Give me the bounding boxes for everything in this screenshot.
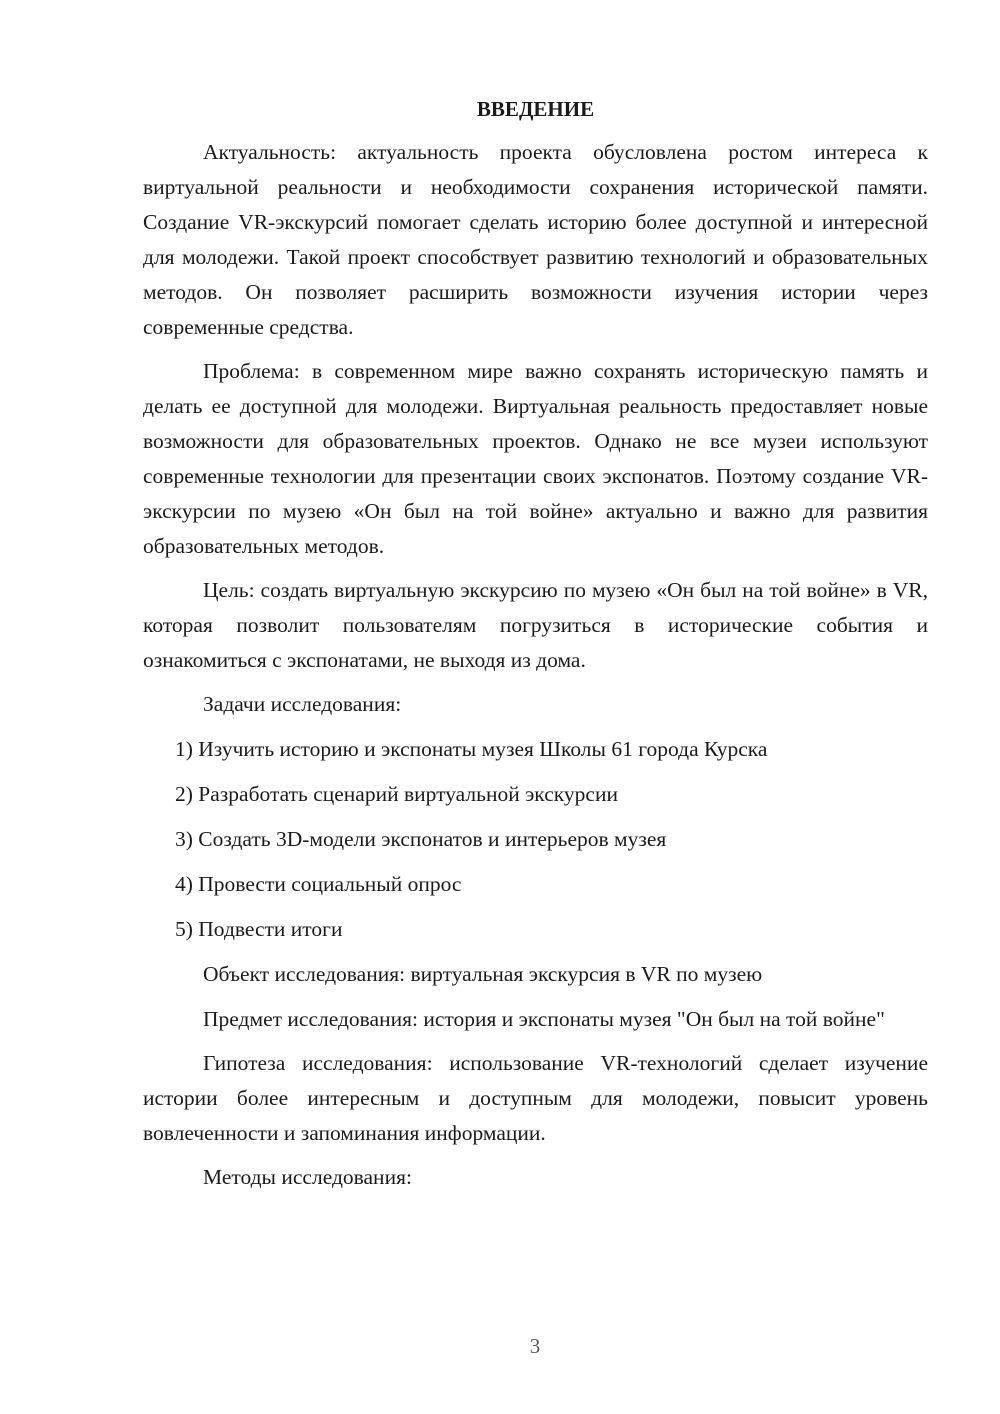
methods-title: Методы исследования: [203,1165,412,1189]
page-number: 3 [529,1334,541,1358]
hypothesis-paragraph: Гипотеза исследования: использование VR-технологий сделает изучение истории более интересным и доступным для молодежи, повысит уровень вовлеченности и запоминания информации. [143,1051,928,1145]
goal-paragraph: Цель: создать виртуальную экскурсию по музею «Он был на той войне» в VR, которая позволит пользователям погрузиться в исторические события и ознакомиться с экспонатами, не выходя из дома. [143,578,928,672]
list-item: 1) Изучить историю и экспонаты музея Школы 61 города Курска [175,737,768,761]
list-item: 2) Разработать сценарий виртуальной экскурсии [175,782,618,806]
tasks-title: Задачи исследования: [203,692,402,716]
list-item: 4) Провести социальный опрос [175,872,462,896]
page-title: ВВЕДЕНИЕ [476,97,595,121]
tasks-list [143,732,928,947]
problem-paragraph: Проблема: в современном мире важно сохранять историческую память и делать ее доступной для молодежи. Виртуальная реальность предоставляет новые возможности для образовательных проектов. Однако не все музеи используют современные технологии для презентации своих экспонатов. Поэтому создание VR-экскурсии по музею «Он был на той войне» актуально и важно для развития образовательных методов. [143,359,928,558]
relevance-paragraph: Актуальность: актуальность проекта обусловлена ростом интереса к виртуальной реальности и необходимости сохранения исторической памяти. Создание VR-экскурсий помогает сделать историю более доступной и интересной для молодежи. Такой проект способствует развитию технологий и образовательных методов. Он позволяет расширить возможности изучения истории через современные средства. [143,140,928,339]
object-paragraph: Объект исследования: виртуальная экскурсия в VR по музею [203,962,763,986]
list-item: 3) Создать 3D-модели экспонатов и интерьеров музея [175,827,667,851]
subject-paragraph: Предмет исследования: история и экспонаты музея "Он был на той войне" [203,1007,885,1031]
list-item: 5) Подвести итоги [175,917,343,941]
document-page [143,92,928,1205]
